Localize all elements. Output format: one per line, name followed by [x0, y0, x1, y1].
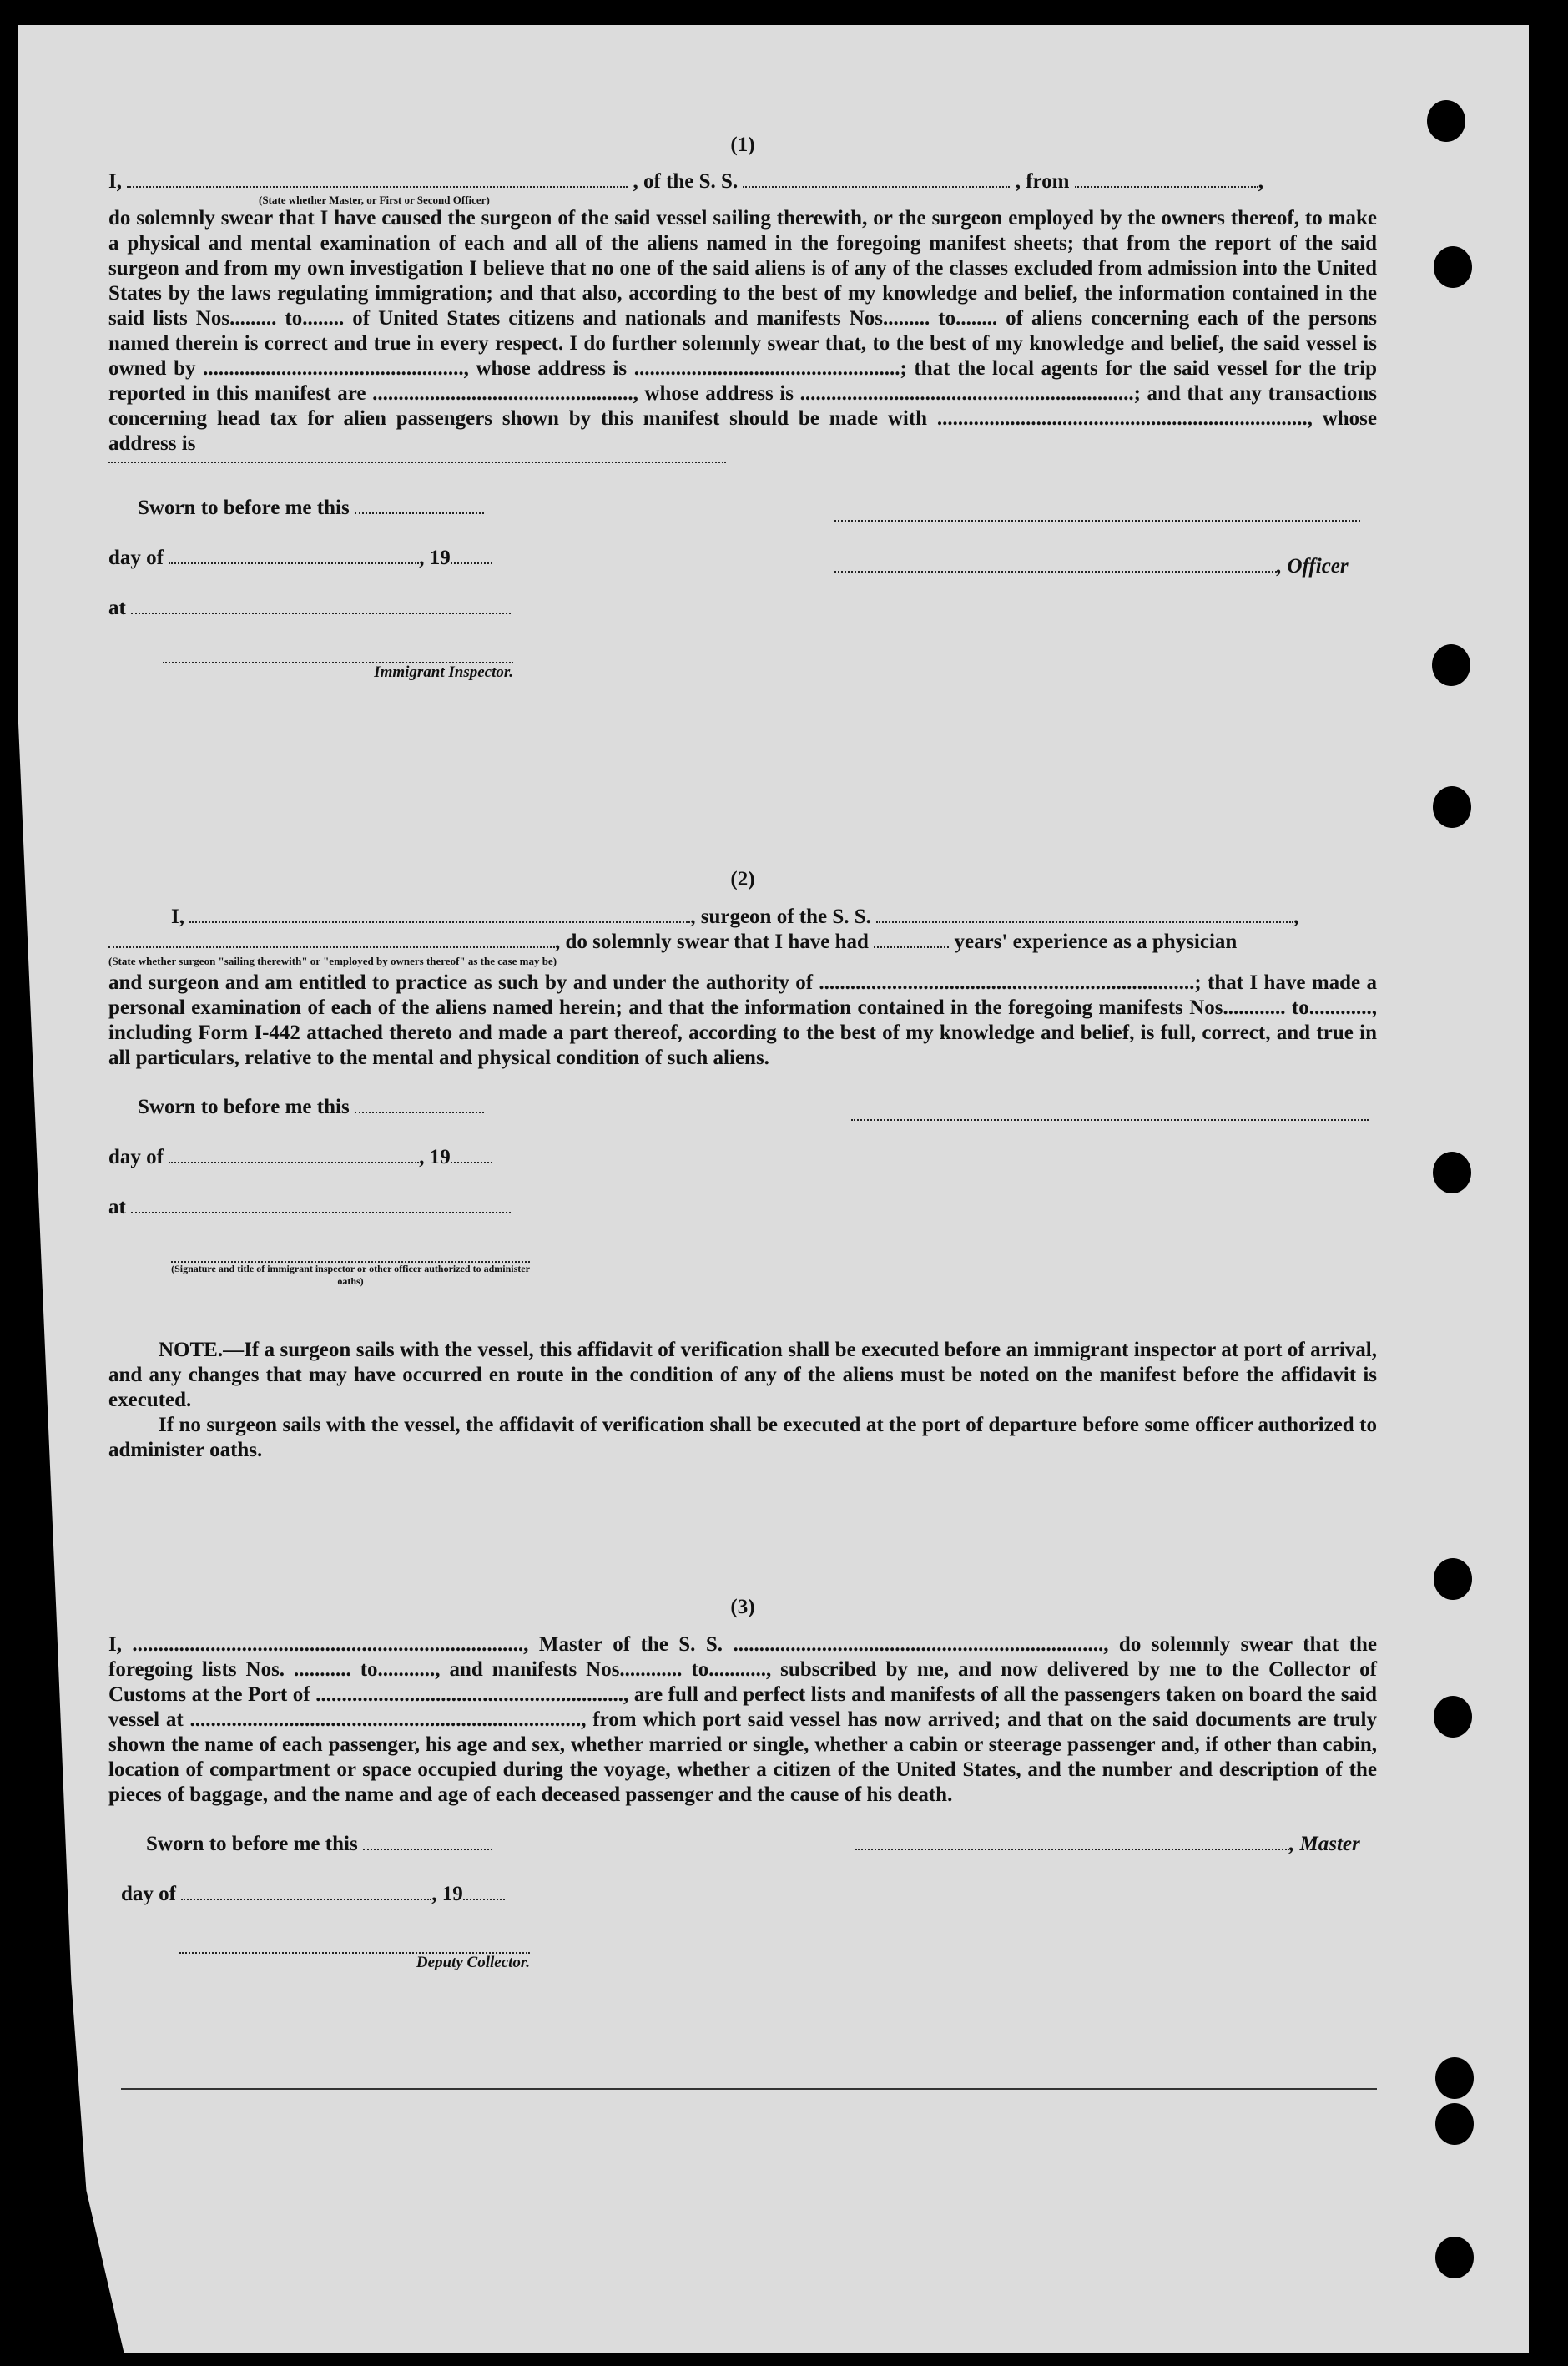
- sworn-line: [138, 497, 484, 520]
- binder-hole: [1435, 2237, 1474, 2278]
- sworn-day-field[interactable]: [355, 497, 484, 514]
- officer-caption-sig: , Officer: [1277, 555, 1349, 578]
- day-of-label: day of: [121, 1883, 176, 1905]
- collector-signature-field[interactable]: [179, 1937, 530, 1954]
- vessel-label: , of the S. S.: [633, 170, 739, 193]
- sworn-label: Sworn to before me this: [138, 1096, 350, 1118]
- from-port-field[interactable]: [1075, 171, 1258, 188]
- month-field[interactable]: [169, 1147, 419, 1163]
- month-field[interactable]: [181, 1884, 431, 1900]
- year-field[interactable]: [451, 1147, 492, 1163]
- note-paragraph: NOTE.—If a surgeon sails with the vessel, this affidavit of verification shall be executed before an immigrant inspector at port of arrival, and any changes that may have occurred en route in the condition of any of the aliens must be noted on the manifest before the affidavit is executed.: [108, 1339, 1377, 1411]
- surgeon-type-field[interactable]: [108, 931, 555, 948]
- binder-hole: [1434, 1696, 1472, 1738]
- day-line: [108, 547, 492, 570]
- surgeon-caption: (State whether surgeon "sailing therewith" or "employed by owners thereof" as the case may be): [108, 955, 557, 967]
- inspector-signature: [163, 647, 513, 682]
- officer-line: [108, 170, 1377, 194]
- sworn-line: [138, 1096, 484, 1119]
- punctuation: ,: [1293, 906, 1299, 928]
- place-field[interactable]: [131, 598, 511, 614]
- signature-block: [108, 1833, 1377, 2000]
- signature-block: [108, 1096, 1377, 1338]
- vessel-name-field[interactable]: [876, 906, 1293, 923]
- year-label: , 19: [419, 547, 451, 569]
- year-field[interactable]: [451, 547, 492, 564]
- inspector-caption: Immigrant Inspector.: [374, 663, 513, 681]
- collector-caption: Deputy Collector.: [416, 1954, 530, 1971]
- sworn-day-field[interactable]: [363, 1834, 492, 1850]
- at-label: at: [108, 597, 126, 619]
- binder-hole: [1434, 246, 1472, 288]
- witness-signature: [171, 1246, 530, 1288]
- day-of-label: day of: [108, 1146, 164, 1168]
- binder-hole: [1435, 2057, 1474, 2099]
- officer-title-field[interactable]: [127, 171, 628, 188]
- surgeon-line: [108, 905, 1377, 930]
- at-line: [108, 1196, 511, 1219]
- pronoun-label: I,: [171, 906, 184, 928]
- sworn-line: [146, 1833, 492, 1856]
- officer-signature-field-1[interactable]: [834, 505, 1360, 522]
- section-number: (1): [730, 134, 755, 156]
- at-label: at: [108, 1196, 126, 1218]
- affidavit-section-2: [108, 868, 1377, 1463]
- affidavit-section-1: [108, 134, 1377, 714]
- master-caption: , Master: [1289, 1833, 1360, 1855]
- binder-hole: [1433, 786, 1471, 828]
- place-field[interactable]: [131, 1197, 511, 1213]
- note-paragraph-2: If no surgeon sails with the vessel, the affidavit of verification shall be executed at the port of departure before some officer authorized to administer oaths.: [108, 1414, 1377, 1461]
- day-of-label: day of: [108, 547, 164, 569]
- surgeon-name-field[interactable]: [189, 906, 690, 923]
- surgeon-signature-field[interactable]: [851, 1104, 1369, 1121]
- binder-hole: [1432, 644, 1470, 686]
- surgeon-label: , surgeon of the S. S.: [690, 906, 871, 928]
- punctuation: ,: [1258, 170, 1263, 193]
- year-label: , 19: [431, 1883, 463, 1905]
- day-line: [121, 1883, 505, 1906]
- master-affidavit-body: I, ..........................................................................., Master of the S. S. ......................................................................., do solemnly swear that the foregoing lists Nos. ........... to..........., and manifests Nos............ to..........., subscribed by me, and now delivered by me to the Collector of Customs at the Port of ..........................................................., are full and perfect lists and manifests of all the passengers taken on board the said vessel at ..........................................................................., from which port said vessel has now arrived; and that on the said documents are truly shown the name of each passenger, his age and sex, whether married or single, whether a cabin or steerage passenger and, if other than cabin, location of compartment or space occupied during the voyage, whether a citizen of the United States, and the number and description of the pieces of baggage, and the name and age of each deceased passenger and the cause of his death.: [108, 1633, 1377, 1806]
- officer-caption: (State whether Master, or First or Second Officer): [259, 194, 490, 206]
- years-label: years' experience as a physician: [954, 931, 1238, 953]
- master-line: [855, 1833, 1360, 1856]
- sworn-label: Sworn to before me this: [146, 1833, 358, 1855]
- years-field[interactable]: [874, 931, 949, 948]
- bottom-rule: [121, 2088, 1377, 2090]
- witness-signature-field[interactable]: [171, 1246, 530, 1263]
- affidavit-body: do solemnly swear that I have caused the surgeon of the said vessel sailing therewith, or the surgeon employed by the owners thereof, to make a physical and mental examination of each and all of the aliens named in the foregoing manifest sheets; that from the report of the said surgeon and from my own investigation I believe that no one of the said aliens is of any of the classes excluded from admission into the United States by the laws regulating immigration; and that also, according to the best of my knowledge and belief, the information contained in the said lists Nos......... to........ of United States citizens and nationals and manifests Nos......... to........ of aliens concerning each of the persons named therein is correct and true in every respect. I do further solemnly swear that, to the best of my knowledge and belief, the said vessel is owned by .................................................., whose address is ...................................................; that the local agents for the said vessel for the trip reported in this manifest are .................................................., whose address is ................................................................; and that any transactions concerning head tax for alien passengers shown by this manifest should be made with ......................................................................., whose address is: [108, 207, 1377, 455]
- section-number: (3): [730, 1596, 755, 1618]
- binder-hole: [1427, 100, 1465, 142]
- inspector-signature-field[interactable]: [163, 647, 513, 663]
- binder-hole: [1433, 1152, 1471, 1193]
- affidavit-section-3: [108, 1596, 1377, 2000]
- experience-line: [108, 930, 1377, 955]
- month-field[interactable]: [169, 547, 419, 564]
- swear-label: , do solemnly swear that I have had: [555, 931, 869, 953]
- surgeon-affidavit-body: and surgeon and am entitled to practice as such by and under the authority of ........................................................................; that I have made a personal examination of each of the aliens named herein; and that the information contained in the foregoing manifests Nos............ to............, including Form I-442 attached thereto and made a part thereof, according to the best of my knowledge and belief, is full, correct, and true in all particulars, relative to the mental and physical condition of such aliens.: [108, 971, 1377, 1069]
- from-label: , from: [1015, 170, 1070, 193]
- binder-hole: [1435, 2103, 1474, 2145]
- year-label: , 19: [419, 1146, 451, 1168]
- vessel-name-field[interactable]: [743, 171, 1010, 188]
- witness-caption: (Signature and title of immigrant inspector or other officer authorized to administer oaths): [171, 1263, 530, 1287]
- section-number: (2): [730, 868, 755, 890]
- at-line: [108, 597, 511, 620]
- pronoun-label: I,: [108, 170, 122, 193]
- sworn-label: Sworn to before me this: [138, 497, 350, 519]
- signature-block: [108, 488, 1377, 714]
- day-line: [108, 1146, 492, 1169]
- sworn-day-field[interactable]: [355, 1097, 484, 1113]
- binder-hole: [1434, 1558, 1472, 1600]
- master-signature-field[interactable]: [855, 1834, 1289, 1850]
- address-field[interactable]: [108, 460, 726, 463]
- collector-signature: [179, 1937, 530, 1972]
- officer-signature-field-2[interactable]: [834, 556, 1277, 573]
- year-field[interactable]: [463, 1884, 505, 1900]
- officer-line-sig: [834, 555, 1349, 578]
